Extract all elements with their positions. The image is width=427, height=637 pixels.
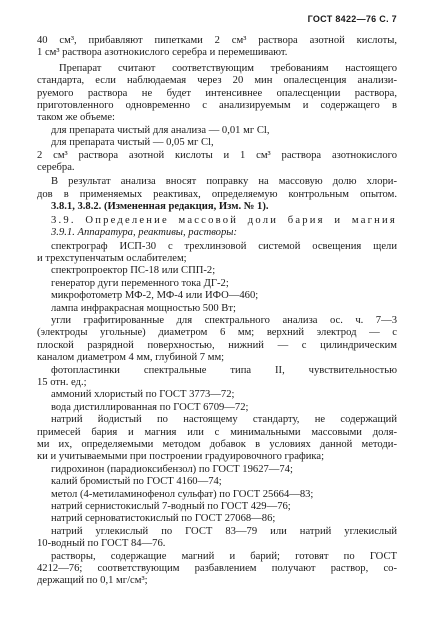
text-line: 3.8.1, 3.8.2. (Измененная редакция, Изм. № 1). bbox=[51, 201, 269, 213]
text-line: плоской разрядной поверхностью, нижний — с цилиндрическим bbox=[37, 339, 397, 351]
text-line: гидрохинон (парадиоксибензол) по ГОСТ 19627—74; bbox=[51, 463, 293, 475]
text-line: угли графитированные для спектрального анализа ос. ч. 7—3 bbox=[51, 314, 397, 326]
text-line: натрий углекислый по ГОСТ 83—79 или натрий углекислый bbox=[51, 525, 397, 537]
text-line: ки и учитываемыми при построении градуировочного графика; bbox=[37, 451, 325, 463]
text-line: 15 отн. ед.; bbox=[37, 376, 87, 388]
text-line: вода дистиллированная по ГОСТ 6709—72; bbox=[51, 401, 249, 413]
text-line: таком же объеме: bbox=[37, 112, 115, 124]
text-line: В результат анализа вносят поправку на массовую долю хлори- bbox=[51, 176, 397, 188]
text-line: ми их, определяемыми методом добавок в условиях данной методи- bbox=[37, 439, 397, 450]
text-line: натрий йодистый по настоящему стандарту, не содержащий bbox=[51, 414, 397, 426]
text-line: (электроды угольные) диаметром 6 мм; верхний электрод — с bbox=[37, 327, 397, 339]
text-line: руемого раствора не будет интенсивнее опалесценции раствора, bbox=[37, 87, 397, 99]
text-line: лампа инфракрасная мощностью 500 Вт; bbox=[51, 302, 236, 314]
text-line: примесей бария и магния или с минимальными массовыми доля- bbox=[37, 426, 397, 438]
document-body bbox=[37, 35, 397, 588]
text-line: 10-водный по ГОСТ 84—76. bbox=[37, 538, 166, 550]
text-line: спектрограф ИСП-30 с трехлинзовой системой освещения щели bbox=[51, 240, 397, 252]
text-line: стандарта, если наблюдаемая через 20 мин опалесценция анализи- bbox=[37, 75, 397, 87]
text-line: для препарата чистый — 0,05 мг Cl, bbox=[51, 137, 214, 149]
text-line: натрий сернистокислый 7-водный по ГОСТ 429—76; bbox=[51, 501, 291, 513]
text-line: держащий по 0,1 мг/см³; bbox=[37, 575, 148, 587]
text-line: каналом диаметром 4 мм, глубиной 7 мм; bbox=[37, 352, 225, 364]
text-line: приготовленного одновременно с анализируемым и содержащего в bbox=[37, 100, 397, 112]
text-line: для препарата чистый для анализа — 0,01 мг Cl, bbox=[51, 124, 270, 136]
text-line: генератор дуги переменного тока ДГ-2; bbox=[51, 277, 229, 289]
text-line: 4212—76; соответствующим разбавлением получают раствор, со- bbox=[37, 563, 397, 575]
text-line: 40 см³, прибавляют пипетками 2 см³ раствора азотной кислоты, bbox=[37, 35, 397, 46]
text-line: и трехступенчатым ослабителем; bbox=[37, 252, 187, 264]
text-line: серебра. bbox=[37, 162, 75, 174]
text-line: спектропроектор ПС-18 или СПП-2; bbox=[51, 265, 216, 277]
text-line: 3.9.1. Аппаратура, реактивы, растворы: bbox=[51, 227, 237, 239]
text-line: растворы, содержащие магний и барий; готовят по ГОСТ bbox=[51, 550, 397, 562]
page-header: ГОСТ 8422—76 С. 7 bbox=[307, 14, 397, 24]
text-line: калий бромистый по ГОСТ 4160—74; bbox=[51, 476, 222, 488]
text-line: дов в применяемых реактивах, определяемую контрольным опытом. bbox=[37, 188, 397, 200]
text-line: 2 см³ раствора азотной кислоты и 1 см³ раствора азотнокислого bbox=[37, 149, 397, 161]
text-line: метол (4-метиламинофенол сульфат) по ГОСТ 25664—83; bbox=[51, 488, 314, 500]
text-line: аммоний хлористый по ГОСТ 3773—72; bbox=[51, 389, 235, 401]
text-line: 3.9. Определение массовой доли бария и магния bbox=[51, 214, 397, 226]
text-line: Препарат считают соответствующим требованиям настоящего bbox=[59, 62, 397, 74]
text-line: микрофотометр МФ-2, МФ-4 или ИФО—460; bbox=[51, 290, 259, 302]
text-line: натрий серноватистокислый по ГОСТ 27068—86; bbox=[51, 513, 276, 525]
text-line: фотопластинки спектральные типа II, чувствительностью bbox=[51, 364, 397, 376]
text-line: 1 см³ раствора азотнокислого серебра и перемешивают. bbox=[37, 47, 288, 59]
